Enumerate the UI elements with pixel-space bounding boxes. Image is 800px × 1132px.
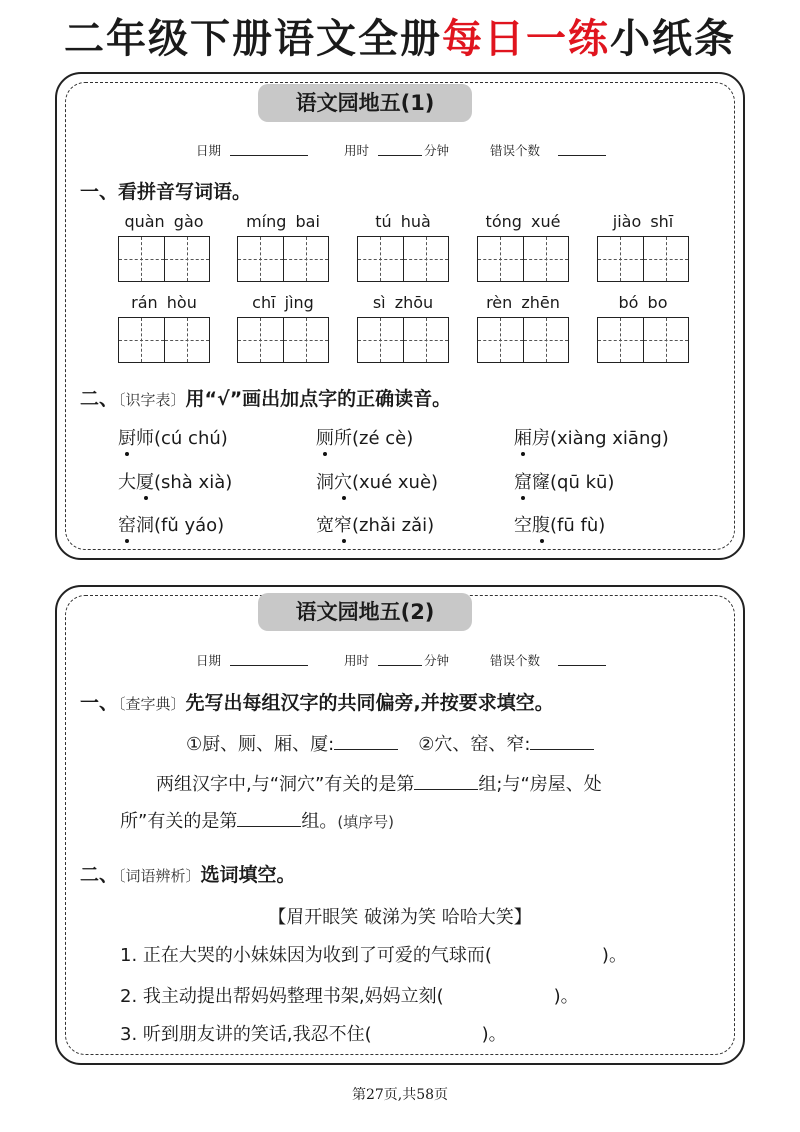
pinyin: rèn zhēn [486, 293, 560, 312]
pinyin: quàn gào [124, 212, 204, 231]
card-2-q1-heading [80, 688, 554, 715]
tian-grid[interactable] [118, 236, 210, 282]
pinyin: bó bo [618, 293, 668, 312]
pinyin: chī jìng [252, 293, 314, 312]
time-unit: 分钟 [424, 143, 450, 158]
errors-label: 错误个数 [490, 653, 541, 668]
group-number-blank[interactable] [414, 773, 478, 790]
sentence-1: 1. 正在大哭的小妹妹因为收到了可爱的气球而( )。 [120, 945, 627, 966]
emphasis-dot [125, 452, 129, 456]
date-label: 日期 [196, 653, 222, 668]
tian-grid[interactable] [597, 317, 689, 363]
card-1-tab: 语文园地五(1) [258, 84, 472, 122]
pinyin: tóng xué [485, 212, 561, 231]
date-label: 日期 [196, 143, 222, 158]
title-part1: 二年级下册语文全册 [64, 16, 442, 62]
reading-item[interactable]: 厢房(xiàng xiāng) [514, 424, 669, 450]
reading-item[interactable]: 厨师(cú chú) [118, 424, 228, 450]
q2-text: 选词填空。 [200, 864, 296, 886]
group-2: ②穴、窑、窄: [418, 734, 531, 755]
pinyin: tú huà [375, 212, 431, 231]
sentence-2: 2. 我主动提出帮妈妈整理书架,妈妈立刻( )。 [120, 986, 579, 1007]
fill-hint: (填序号) [337, 813, 395, 831]
q1-prefix: 一、 [80, 692, 119, 714]
card-1-q1-heading: 一、看拼音写词语。 [80, 181, 252, 203]
errors-blank[interactable] [558, 651, 606, 666]
page-footer: 第27页,共58页 [351, 1087, 449, 1103]
tian-grid[interactable] [357, 236, 449, 282]
tian-grid[interactable] [597, 236, 689, 282]
pinyin: rán hòu [131, 293, 197, 312]
fill-line-2: 所”有关的是第 组。(填序号) [120, 811, 395, 832]
q2-text: 用“√”画出加点字的正确读音。 [185, 388, 452, 410]
reading-item[interactable]: 空腹(fū fù) [514, 511, 605, 537]
tian-grid[interactable] [477, 236, 569, 282]
group-1: ①厨、厕、厢、厦: [186, 734, 335, 755]
q2-prefix: 二、 [80, 388, 119, 410]
errors-blank[interactable] [558, 141, 606, 156]
reading-item[interactable]: 洞穴(xué xuè) [316, 468, 438, 494]
emphasis-dot [521, 452, 525, 456]
emphasis-dot [342, 539, 346, 543]
emphasis-dot [521, 496, 525, 500]
time-label: 用时 [344, 143, 370, 158]
group-2-blank[interactable] [530, 733, 594, 750]
radical-groups [186, 730, 594, 756]
emphasis-dot [540, 539, 544, 543]
time-label: 用时 [344, 653, 370, 668]
q1-text: 先写出每组汉字的共同偏旁,并按要求填空。 [185, 692, 554, 714]
reading-item[interactable]: 大厦(shà xià) [118, 468, 232, 494]
tian-grid[interactable] [477, 317, 569, 363]
title-part3: 小纸条 [610, 16, 736, 62]
sentence-3: 3. 听到朋友讲的笑话,我忍不住( )。 [120, 1024, 507, 1045]
time-blank[interactable] [378, 141, 422, 156]
date-blank[interactable] [230, 651, 308, 666]
date-blank[interactable] [230, 141, 308, 156]
emphasis-dot [342, 496, 346, 500]
group-number-blank[interactable] [237, 810, 301, 827]
pinyin: sì zhōu [372, 293, 434, 312]
card-2-tab: 语文园地五(2) [258, 593, 472, 631]
pinyin: míng bai [246, 212, 320, 231]
pinyin: jiào shī [612, 212, 674, 231]
card-1-q2-heading [80, 384, 451, 411]
tian-grid[interactable] [118, 317, 210, 363]
q2-prefix: 二、 [80, 864, 119, 886]
card-2-q2-heading [80, 860, 296, 887]
page-title [0, 14, 800, 64]
emphasis-dot [144, 496, 148, 500]
reading-item[interactable]: 窟窿(qū kū) [514, 468, 614, 494]
tian-grid[interactable] [237, 236, 329, 282]
tian-grid[interactable] [237, 317, 329, 363]
group-1-blank[interactable] [334, 733, 398, 750]
q1-bracket: 〔查字典〕 [118, 695, 186, 713]
time-unit: 分钟 [424, 653, 450, 668]
reading-item[interactable]: 宽窄(zhǎi zǎi) [316, 511, 434, 537]
tian-grid[interactable] [357, 317, 449, 363]
word-options: 【眉开眼笑 破涕为笑 哈哈大笑】 [268, 907, 532, 928]
q2-bracket: 〔词语辨析〕 [118, 867, 201, 885]
reading-item[interactable]: 厕所(zé cè) [316, 424, 413, 450]
title-part2: 每日一练 [442, 16, 610, 62]
emphasis-dot [125, 539, 129, 543]
reading-item[interactable]: 窑洞(fǔ yáo) [118, 511, 224, 537]
time-blank[interactable] [378, 651, 422, 666]
fill-line-1: 两组汉字中,与“洞穴”有关的是第 组;与“房屋、处 [156, 774, 602, 795]
emphasis-dot [323, 452, 327, 456]
q2-bracket: 〔识字表〕 [118, 391, 186, 409]
errors-label: 错误个数 [490, 143, 541, 158]
